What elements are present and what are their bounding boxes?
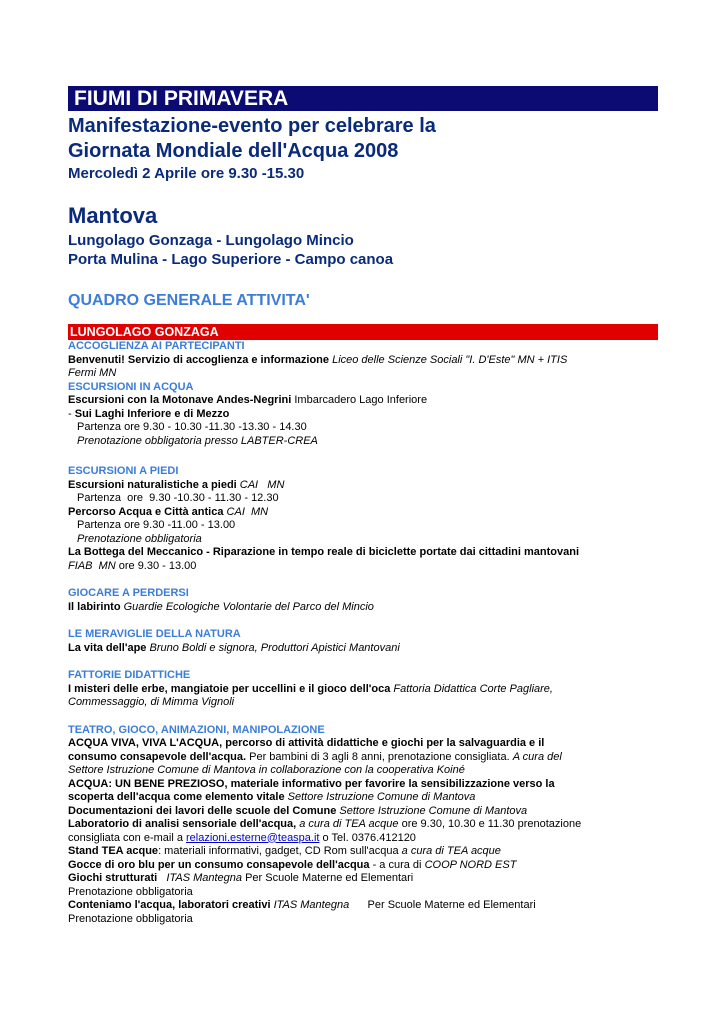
- activity-line: [68, 737, 658, 751]
- activity-line: [68, 683, 658, 697]
- activity-title: Percorso Acqua e Città antica: [68, 505, 224, 518]
- page-title-bar: FIUMI DI PRIMAVERA: [68, 86, 658, 111]
- activity-organizer: Fermi MN: [68, 367, 117, 379]
- activity-title: La Bottega del Meccanico - Riparazione in tempo reale di biciclette portate dai cittadini mantovani: [68, 546, 579, 558]
- section-title: QUADRO GENERALE ATTIVITA': [68, 292, 310, 309]
- contact-text: consigliata con e-mail a: [68, 831, 183, 844]
- activity-line: [68, 696, 658, 710]
- activity-line: [68, 408, 658, 422]
- dash: -: [68, 407, 75, 420]
- activity-organizer: CAI MN: [226, 505, 269, 518]
- activity-organizer: Fattoria Didattica Corte Pagliare,: [393, 682, 553, 695]
- activity-description: Per bambini di 3 agli 8 anni, prenotazione consigliata.: [249, 750, 510, 763]
- activity-organizer: Settore Istruzione Comune di Mantova: [287, 791, 476, 803]
- activity-organizer: Settore Istruzione Comune di Mantova: [339, 804, 528, 817]
- activity-organizer: COOP NORD EST: [424, 858, 517, 871]
- category-heading: TEATRO, GIOCO, ANIMAZIONI, MANIPOLAZIONE: [68, 723, 325, 736]
- activity-line: [68, 778, 658, 792]
- activity-line: [68, 832, 658, 846]
- activity-note: Prenotazione obbligatoria: [68, 885, 193, 898]
- activity-line: [68, 560, 658, 574]
- event-subtitle-2: Giornata Mondiale dell'Acqua 2008: [68, 140, 399, 162]
- location-line-2: Porta Mulina - Lago Superiore - Campo canoa: [68, 251, 394, 268]
- activity-audience: Per Scuole Materne ed Elementari: [245, 872, 414, 884]
- activity-title: Il labirinto: [68, 600, 121, 613]
- activity-line: [68, 642, 658, 656]
- activity-title: I misteri delle erbe, mangiatoie per uccellini e il gioco dell'oca: [68, 682, 391, 695]
- activity-line: [68, 845, 658, 859]
- activity-schedule: Partenza ore 9.30 - 10.30 -11.30 -13.30 - 14.30: [77, 421, 307, 433]
- activity-audience: Per Scuole Materne ed Elementari: [367, 899, 536, 911]
- activity-organizer: Liceo delle Scienze Sociali "I. D'Este" MN + ITIS: [332, 353, 568, 366]
- zone-bar: LUNGOLAGO GONZAGA: [68, 324, 658, 340]
- activity-line: [68, 354, 658, 368]
- booking-note: Prenotazione obbligatoria presso LABTER-CREA: [77, 434, 318, 447]
- activity-organizer: Settore Istruzione Comune di Mantova in collaborazione con la cooperativa Koiné: [68, 764, 465, 776]
- city-heading: Mantova: [68, 203, 158, 228]
- category-heading: GIOCARE A PERDERSI: [68, 587, 189, 599]
- booking-note: Prenotazione obbligatoria: [77, 532, 202, 545]
- activity-line: [68, 872, 658, 886]
- activity-schedule: ore 9.30 - 13.00: [118, 559, 197, 572]
- activity-schedule: Partenza ore 9.30 -10.30 - 11.30 - 12.30: [77, 492, 279, 504]
- activity-title: Conteniamo l'acqua, laboratori creativi: [68, 899, 271, 911]
- activity-title: ACQUA VIVA, VIVA L'ACQUA, percorso di attività didattiche e giochi per la salvaguardia e il: [68, 737, 545, 749]
- activity-title: Escursioni naturalistiche a piedi: [68, 478, 237, 491]
- category-heading: ESCURSIONI A PIEDI: [68, 465, 179, 477]
- activity-title: Giochi strutturati: [68, 872, 158, 884]
- activity-organizer: ITAS Mantegna: [166, 872, 243, 884]
- activity-note: [68, 533, 658, 547]
- contact-phone: o Tel. 0376.412120: [322, 831, 416, 844]
- activity-organizer: a cura di TEA acque: [299, 818, 399, 830]
- event-subtitle-1: Manifestazione-evento per celebrare la: [68, 115, 436, 137]
- activity-line: [68, 791, 658, 805]
- activity-line: [68, 367, 658, 381]
- activity-schedule: Partenza ore 9.30 -11.00 - 13.00: [77, 519, 236, 531]
- activity-line: [68, 818, 658, 832]
- activity-line: [68, 479, 658, 493]
- activity-location: Imbarcadero Lago Inferiore: [294, 394, 428, 406]
- document-page: [68, 86, 658, 926]
- activity-title: Benvenuti! Servizio di accoglienza e informazione: [68, 353, 330, 366]
- activity-organizer: CAI MN: [239, 478, 285, 491]
- activity-line: [68, 601, 658, 615]
- location-line-1: Lungolago Gonzaga - Lungolago Mincio: [68, 232, 354, 249]
- activity-line: [68, 805, 658, 819]
- email-link[interactable]: relazioni.esterne@teaspa.it: [186, 831, 320, 844]
- activity-organizer: FIAB MN: [68, 559, 116, 572]
- activity-line: [68, 751, 658, 765]
- activity-note: [68, 435, 658, 449]
- activity-line: [68, 899, 658, 913]
- activity-line: [68, 546, 658, 560]
- activity-note: Prenotazione obbligatoria: [68, 912, 193, 925]
- category-heading: ACCOGLIENZA AI PARTECIPANTI: [68, 340, 245, 352]
- activity-title: Escursioni con la Motonave Andes-Negrini: [68, 394, 292, 406]
- activity-organizer: Commessaggio, di Mimma Vignoli: [68, 696, 235, 708]
- event-date: Mercoledì 2 Aprile ore 9.30 -15.30: [68, 165, 305, 182]
- activity-title: Documentazioni dei lavori delle scuole del Comune: [68, 804, 337, 817]
- activity-schedule: ore 9.30, 10.30 e 11.30 prenotazione: [401, 818, 582, 830]
- activity-description: : materiali informativi, gadget, CD Rom sull'acqua: [158, 845, 399, 857]
- activity-organizer: ITAS Mantegna: [273, 899, 350, 911]
- activity-line: [68, 506, 658, 520]
- activity-description: - a cura di: [372, 858, 422, 871]
- category-heading: LE MERAVIGLIE DELLA NATURA: [68, 628, 241, 640]
- activity-title: Sui Laghi Inferiore e di Mezzo: [74, 407, 230, 420]
- activity-organizer: a cura di TEA acque: [401, 845, 501, 857]
- category-heading: ESCURSIONI IN ACQUA: [68, 380, 194, 393]
- activity-line: [68, 764, 658, 778]
- activity-organizer: Guardie Ecologiche Volontarie del Parco del Mincio: [123, 600, 374, 613]
- activity-title: consumo consapevole dell'acqua.: [68, 750, 247, 763]
- activity-organizer: A cura del: [512, 750, 562, 763]
- category-heading: FATTORIE DIDATTICHE: [68, 669, 191, 681]
- activity-title: Gocce di oro blu per un consumo consapevole dell'acqua: [68, 858, 370, 871]
- activity-title: scoperta dell'acqua come elemento vitale: [68, 791, 285, 803]
- activity-line: [68, 394, 658, 408]
- activity-line: [68, 859, 658, 873]
- activity-organizer: Bruno Boldi e signora, Produttori Apistici Mantovani: [149, 641, 400, 654]
- activity-title: Laboratorio di analisi sensoriale dell'acqua,: [68, 818, 297, 830]
- activity-title: La vita dell'ape: [68, 641, 147, 654]
- activity-title: ACQUA: UN BENE PREZIOSO, materiale informativo per favorire la sensibilizzazione verso la: [68, 777, 555, 790]
- activity-title: Stand TEA acque: [68, 845, 159, 857]
